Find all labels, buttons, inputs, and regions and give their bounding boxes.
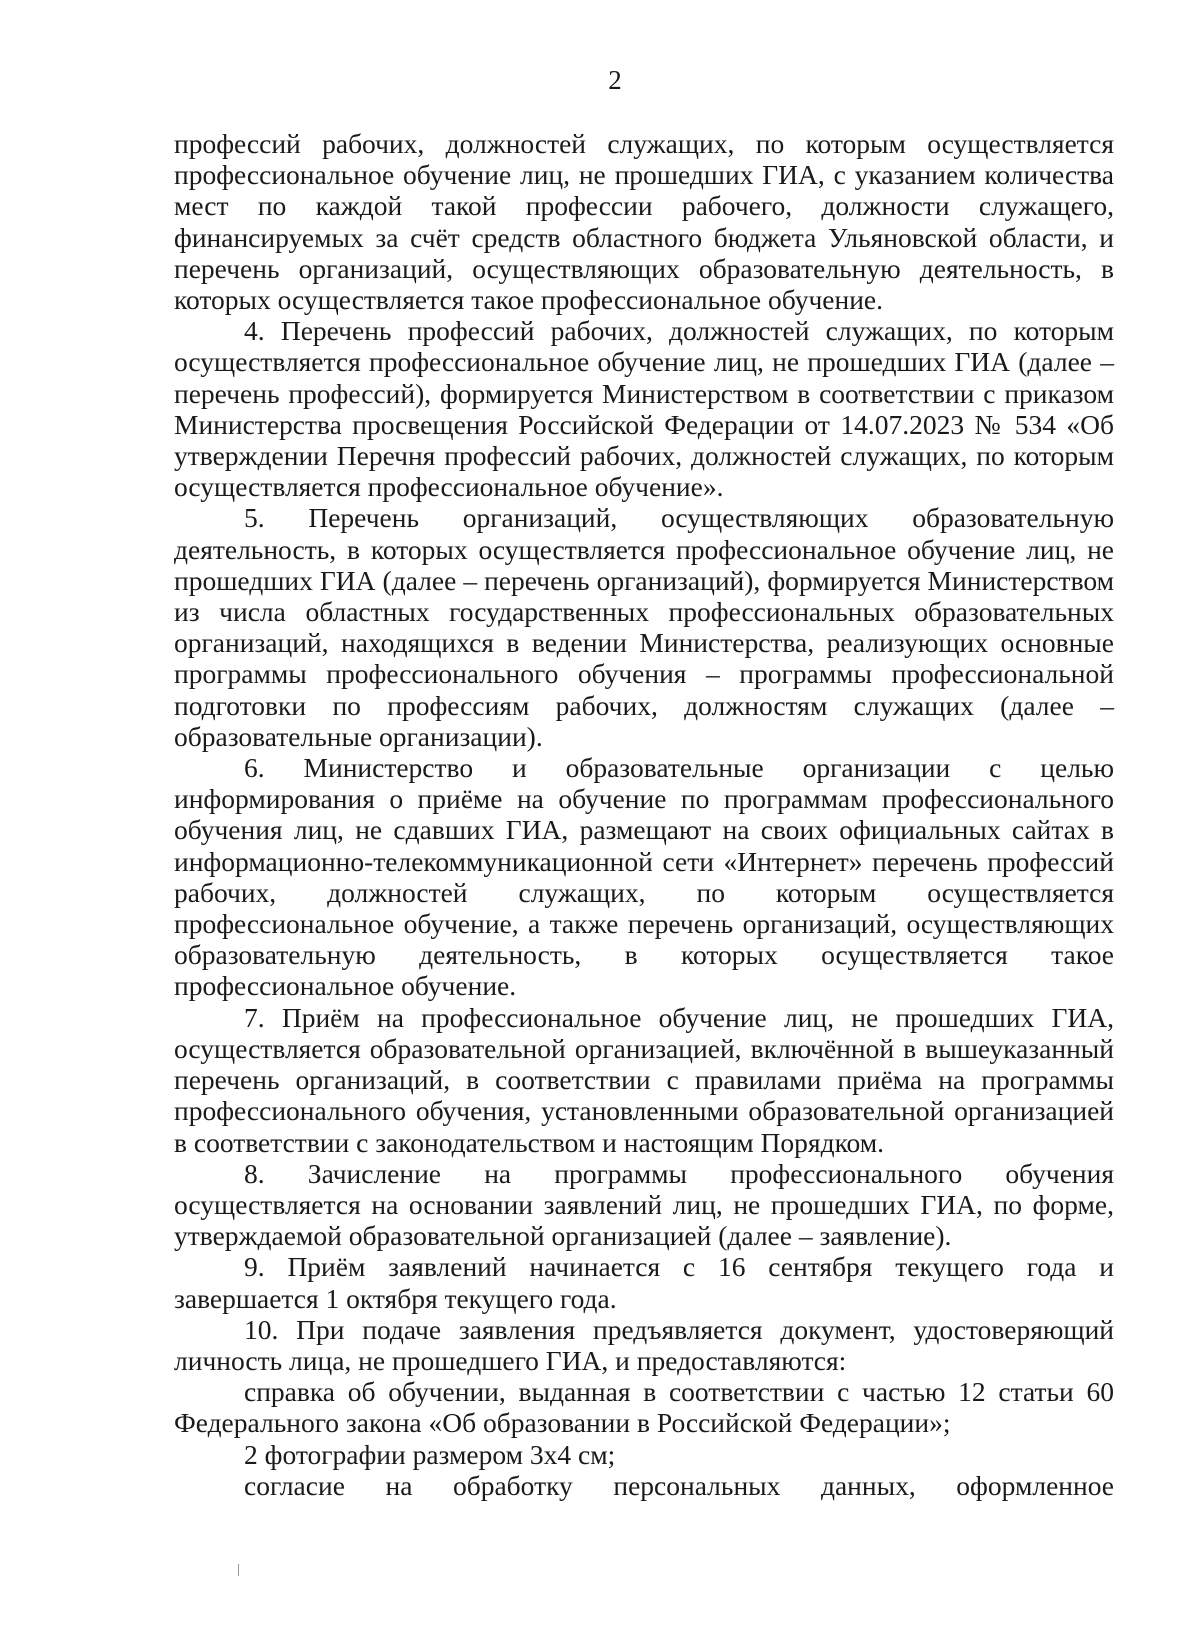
paragraph-5: 5. Перечень организаций, осуществляющих образовательную деятельность, в которых осуществляется профессиональное обучение лиц, не прошедших ГИА (далее – перечень организаций), формируется Министерством из числа областных государственных профессиональных образовательных организаций, находящихся в ведении Министерства, реализующих основные программы профессионального обучения – программы профессиональной подготовки по профессиям рабочих, должностям служащих (далее – образовательные организации).: [174, 502, 1114, 752]
paragraph-4: 4. Перечень профессий рабочих, должностей служащих, по которым осуществляется профессиональное обучение лиц, не прошедших ГИА (далее – перечень профессий), формируется Министерством в соответствии с приказом Министерства просвещения Российской Федерации от 14.07.2023 № 534 «Об утверждении Перечня профессий рабочих, должностей служащих, по которым осуществляется профессиональное обучение».: [174, 315, 1114, 503]
list-item-consent: согласие на обработку персональных данных, оформленное: [244, 1469, 1114, 1501]
list-item-certificate: справка об обучении, выданная в соответствии с частью 12 статьи 60 Федерального закона «Об образовании в Российской Федерации»;: [174, 1376, 1114, 1439]
page-number: 2: [608, 65, 622, 95]
paragraph-continuation: профессий рабочих, должностей служащих, по которым осуществляется профессиональное обучение лиц, не прошедших ГИА, с указанием количества мест по каждой такой профессии рабочего, должности служащего, финансируемых за счёт средств областного бюджета Ульяновской области, и перечень организаций, осуществляющих образовательную деятельность, в которых осуществляется такое профессиональное обучение.: [174, 128, 1114, 316]
paragraph-10: 10. При подаче заявления предъявляется документ, удостоверяющий личность лица, не прошедшего ГИА, и предоставляются:: [174, 1313, 1114, 1376]
paragraph-9: 9. Приём заявлений начинается с 16 сентября текущего года и завершается 1 октября текущего года.: [174, 1251, 1114, 1314]
paragraph-6: 6. Министерство и образовательные организации с целью информирования о приёме на обучение по программам профессионального обучения лиц, не сдавших ГИА, размещают на своих официальных сайтах в информационно-телекоммуникационной сети «Интернет» перечень профессий рабочих, должностей служащих, по которым осуществляется профессиональное обучение, а также перечень организаций, осуществляющих образовательную деятельность, в которых осуществляется такое профессиональное обучение.: [174, 752, 1114, 1002]
paragraph-7: 7. Приём на профессиональное обучение лиц, не прошедших ГИА, осуществляется образовательной организацией, включённой в вышеуказанный перечень организаций, в соответствии с правилами приёма на программы профессионального обучения, установленными образовательной организацией в соответствии с законодательством и настоящим Порядком.: [174, 1001, 1114, 1158]
list-item-photos: 2 фотографии размером 3х4 см;: [244, 1438, 616, 1470]
document-body: [174, 128, 1114, 1501]
paragraph-8: 8. Зачисление на программы профессионального обучения осуществляется на основании заявлений лиц, не прошедших ГИА, по форме, утверждаемой образовательной организацией (далее – заявление).: [174, 1157, 1114, 1252]
scan-mark: [238, 1564, 239, 1576]
